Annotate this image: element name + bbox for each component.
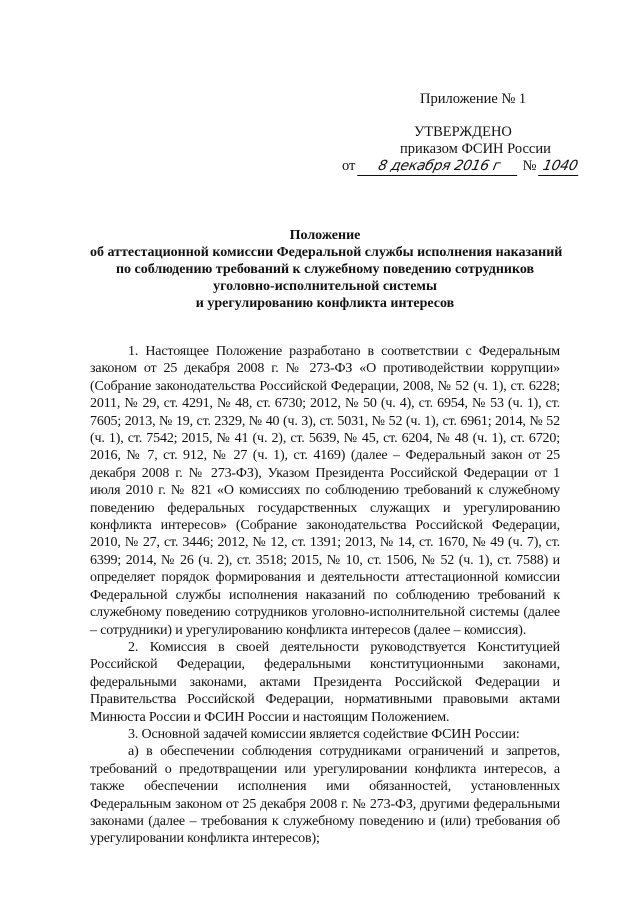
title-line-5: и урегулированию конфликта интересов [195, 296, 455, 311]
title-line-2: об аттестационной комиссии Федеральной службы исполнения наказаний [90, 245, 563, 260]
approved-stamp-text: УТВЕРЖДЕНО [414, 124, 512, 140]
document-body [90, 343, 560, 848]
order-date-line [342, 158, 582, 176]
title-line-1: Положение [289, 228, 361, 243]
approval-block [342, 124, 582, 176]
number-prefix: № [522, 158, 537, 174]
paragraph-3a: а) в обеспечении соблюдения сотрудниками ограничений и запретов, требований о предотвращении или урегулировании конфликта интересов, а также обеспечении исполнения ими обязанностей, установленных Федеральным законом от 25 декабря 2008 г. № 273-ФЗ, другими федеральными законами (далее – требования к служебному поведению и (или) требования об урегулировании конфликта интересов); [90, 744, 560, 847]
handwritten-order-number: 1040 [538, 158, 582, 176]
paragraph-3: 3. Основной задачей комиссии является содействие ФСИН России: [128, 726, 520, 742]
paragraph-2: 2. Комиссия в своей деятельности руководствуется Конституцией Российской Федерации, федеральными конституционными законами, федеральными законами, актами Президента Российской Федерации и Правительства Российской Федерации, нормативными правовыми актами Минюста России и ФСИН России и настоящим Положением. [90, 639, 560, 725]
title-line-3: по соблюдению требований к служебному поведению сотрудников [115, 262, 535, 277]
document-title [90, 227, 563, 312]
date-prefix: от [342, 158, 356, 174]
handwritten-date: 8 декабря 2016 г [357, 158, 521, 176]
appendix-label: Приложение № 1 [420, 91, 527, 107]
order-reference: приказом ФСИН России [400, 141, 551, 157]
paragraph-1: 1. Настоящее Положение разработано в соответствии с Федеральным законом от 25 декабря 2008 г. № 273-ФЗ «О противодействии коррупции» (Собрание законодательства Российской Федерации, 2008, № 52 (ч. 1), ст. 6228; 2011, № 29, ст. 4291, № 48, ст. 6730; 2012, № 50 (ч. 4), ст. 6954, № 53 (ч. 1), ст. 7605; 2013, № 19, ст. 2329, № 40 (ч. 3), ст. 5031, № 52 (ч. 1), ст. 6961; 2014, № 52 (ч. 1), ст. 7542; 2015, № 41 (ч. 2), ст. 5639, № 45, ст. 6204, № 48 (ч. 1), ст. 6720; 2016, № 7, ст. 912, № 27 (ч. 1), ст. 4169) (далее – Федеральный закон от 25 декабря 2008 г. № 273-ФЗ), Указом Президента Российской Федерации от 1 июля 2010 г. № 821 «О комиссиях по соблюдению требований к служебному поведению федеральных государственных служащих и урегулированию конфликта интересов» (Собрание законодательства Российской Федерации, 2010, № 27, ст. 3446; 2012, № 12, ст. 1391; 2013, № 14, ст. 1670, № 49 (ч. 7), ст. 6399; 2014, № 26 (ч. 2), ст. 3518; 2015, № 10, ст. 1506, № 52 (ч. 1), ст. 7588) и определяет порядок формирования и деятельности аттестационной комиссии Федеральной службы исполнения наказаний по соблюдению требований к служебному поведению сотрудников уголовно-исполнительной системы (далее – сотрудники) и урегулированию конфликта интересов (далее – комиссия). [90, 344, 560, 638]
title-line-4: уголовно-исполнительной системы [213, 279, 437, 294]
